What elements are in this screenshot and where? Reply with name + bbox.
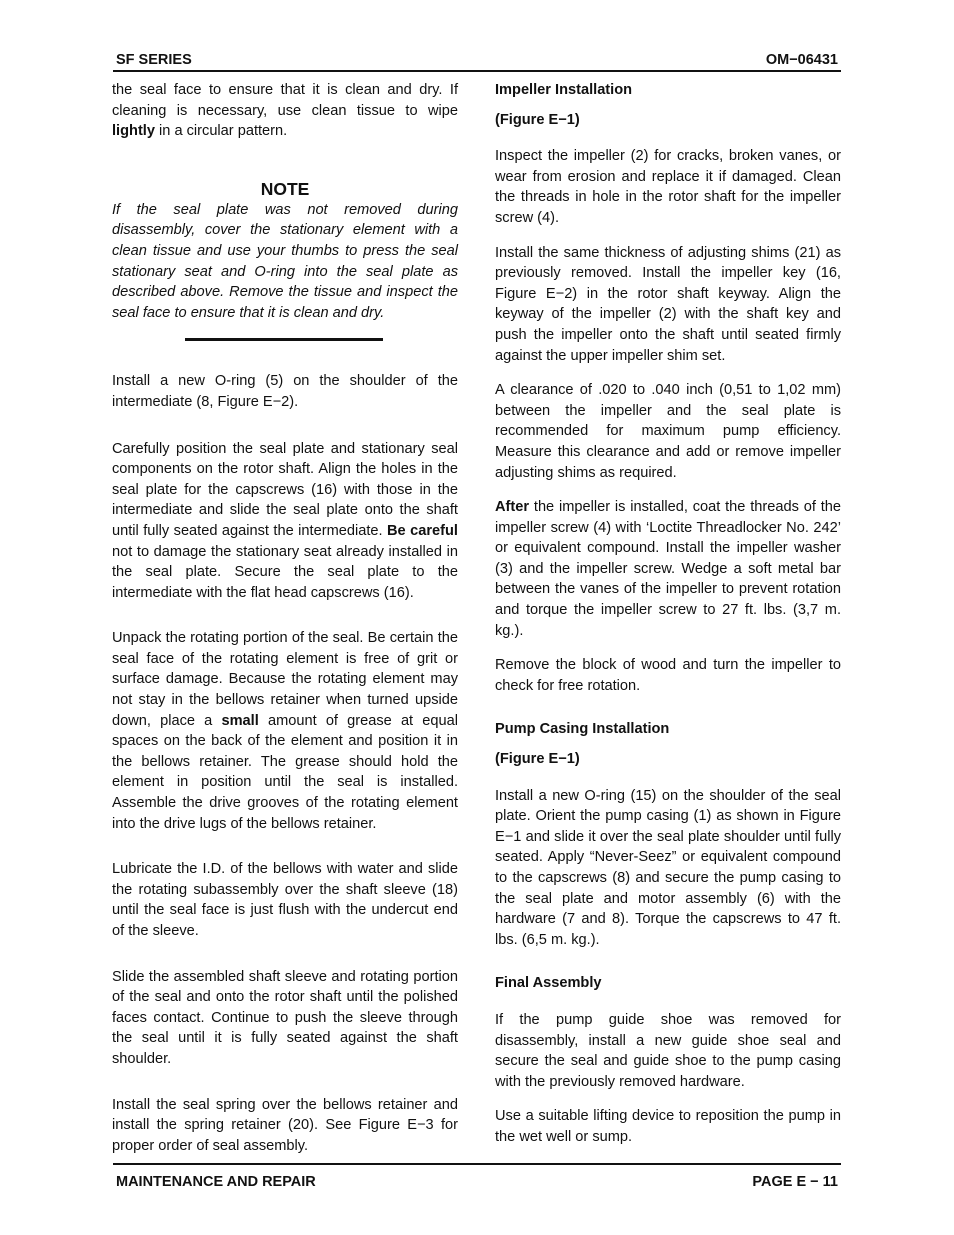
heading-final-assembly: Final Assembly xyxy=(495,975,602,992)
paragraph-shaft-sleeve: Slide the assembled shaft sleeve and rotating portion of the seal and onto the rotor shaft until the polished faces contact. Continue to push the sleeve through the seal until it is fully seated against the shaft shoulder. xyxy=(112,968,458,1067)
paragraph-seal-face: the seal face to ensure that it is clean and dry. If cleaning is necessary, use clean tissue to wipe lightly in a circular pattern. xyxy=(112,82,458,140)
paragraph-seal-spring: Install the seal spring over the bellows retainer and install the spring retainer (20). See Figure E−3 for proper order of seal assembly. xyxy=(112,1096,458,1154)
paragraph-impeller-screw: After the impeller is installed, coat the threads of the impeller screw (4) with ‘Loctite Threadlocker No. 242’ or equivalent compound. Install the impeller washer (3) and the impeller screw. Wedge a soft metal bar between the vanes of the impeller to prevent rotation and torque the impeller screw to 27 ft. lbs. (3,7 m. kg.). xyxy=(495,499,841,639)
paragraph-rotating-seal: Unpack the rotating portion of the seal. Be certain the seal face of the rotating element is free of grit or surface damage. Because the rotating element may not stay in the bellows retainer when turned upside down, place a small amount of grease at equal spaces on the back of the element and position it in the bellows retainer. The grease should hold the element in position until the seal is installed. Assemble the drive grooves of the rotating element into the drive lugs of the bellows retainer. xyxy=(112,630,458,832)
left-column xyxy=(112,80,458,1156)
footer-page-number: PAGE E − 11 xyxy=(752,1174,838,1190)
header-series: SF SERIES xyxy=(116,52,192,68)
paragraph-clearance: A clearance of .020 to .040 inch (0,51 to 1,02 mm) between the impeller and the seal plate is recommended for maximum pump efficiency. Measure this clearance and add or remove impeller adjusting shims as required. xyxy=(495,382,841,481)
paragraph-seal-plate: Carefully position the seal plate and stationary seal components on the rotor shaft. Align the holes in the seal plate for the capscrews (16) with those in the intermediate and slide the seal plate onto the shaft until fully seated against the intermediate. Be careful not to damage the stationary seat already installed in the seal plate. Secure the seal plate to the intermediate with the flat head capscrews (16). xyxy=(112,440,458,601)
right-column xyxy=(495,80,841,1148)
header-doc-number: OM−06431 xyxy=(765,52,838,68)
paragraph-reposition-pump: Use a suitable lifting device to reposition the pump in the wet well or sump. xyxy=(495,1108,841,1145)
footer-section: MAINTENANCE AND REPAIR xyxy=(116,1174,316,1190)
paragraph-guide-shoe: If the pump guide shoe was removed for disassembly, install a new guide shoe seal and secure the seal and guide shoe to the pump casing with the previously removed hardware. xyxy=(495,1011,841,1090)
heading-impeller-figure: (Figure E−1) xyxy=(495,111,580,128)
heading-impeller-installation: Impeller Installation xyxy=(495,82,633,98)
paragraph-o-ring: Install a new O-ring (5) on the shoulder of the intermediate (8, Figure E−2). xyxy=(112,373,458,410)
heading-pump-casing-figure: (Figure E−1) xyxy=(495,751,580,768)
paragraph-lubricate: Lubricate the I.D. of the bellows with water and slide the rotating subassembly over the shaft sleeve (18) until the seal face is just flush with the undercut end of the sleeve. xyxy=(112,861,458,939)
note-text: If the seal plate was not removed during disassembly, cover the stationary element with a clean tissue and use your thumbs to press the seal stationary seat and O-ring into the seal plate as described above. Remove the tissue and inspect the seal face to ensure that it is clean and dry. xyxy=(112,201,458,321)
heading-pump-casing: Pump Casing Installation xyxy=(495,721,670,738)
page-header xyxy=(113,52,841,72)
page-footer xyxy=(113,1163,841,1195)
paragraph-free-rotation: Remove the block of wood and turn the impeller to check for free rotation. xyxy=(495,657,841,694)
paragraph-inspect-impeller: Inspect the impeller (2) for cracks, broken vanes, or wear from erosion and replace it if damaged. Clean the threads in hole in the rotor shaft for the impeller screw (4). xyxy=(495,148,841,226)
paragraph-shims: Install the same thickness of adjusting shims (21) as previously removed. Install the impeller key (16, Figure E−2) in the rotor shaft keyway. Align the keyway of the impeller (2) with the shaft key and push the impeller onto the shaft until seated firmly against the upper impeller shim set. xyxy=(495,244,841,364)
paragraph-pump-casing: Install a new O-ring (15) on the shoulder of the seal plate. Orient the pump casing (1) as shown in Figure E−1 and slide it over the seal plate shoulder until fully seated. Apply “Never-Seez” or equivalent compound to the capscrews (8) and secure the pump casing to the seal plate and motor assembly (6) with the hardware (7 and 8). Torque the capscrews to 47 ft. lbs. (6,5 m. kg.). xyxy=(495,787,841,948)
note-heading: NOTE xyxy=(260,178,310,199)
